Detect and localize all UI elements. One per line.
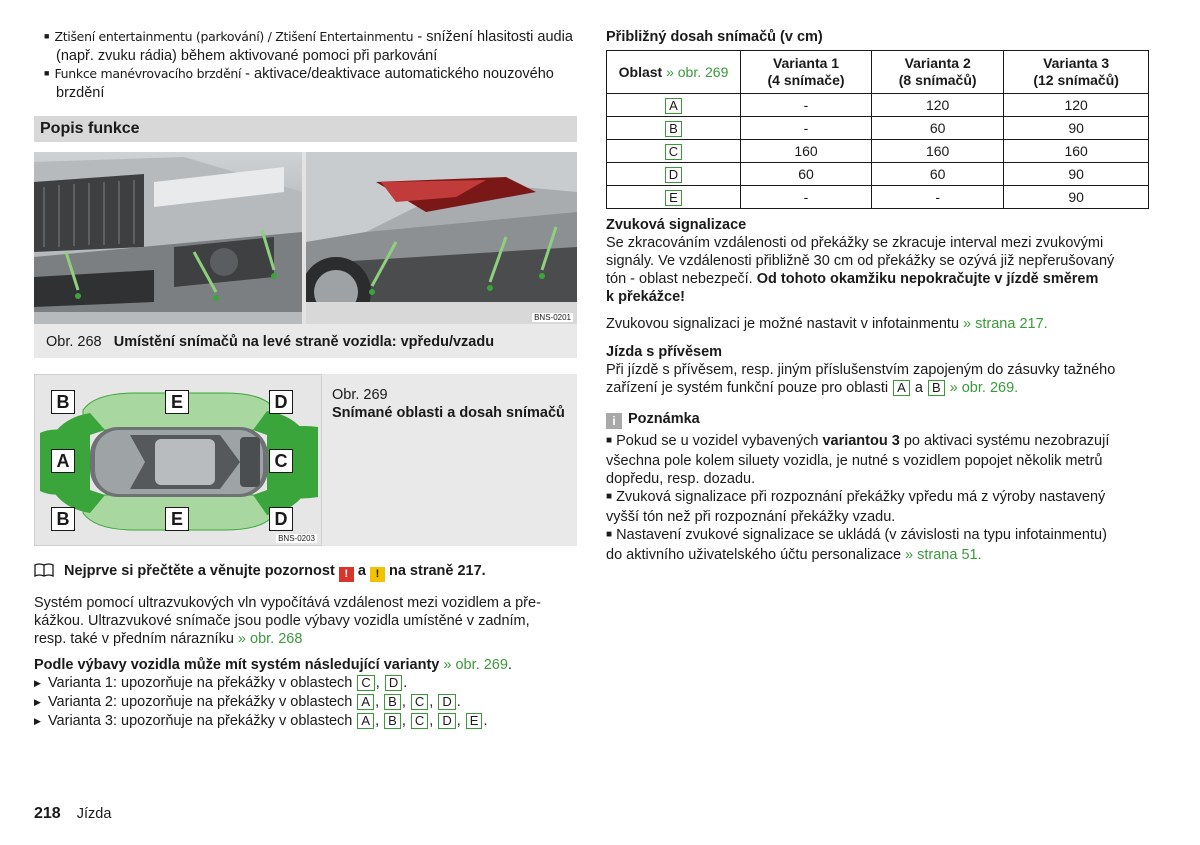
- table-header-zone: Oblast » obr. 269: [607, 51, 741, 94]
- zone-label-E-bottom: E: [165, 507, 189, 531]
- info-icon: i: [606, 413, 622, 429]
- variant-3: ▶ Varianta 3: upozorňuje na překážky v oblastech A , B , C , D , E .: [34, 712, 579, 731]
- table-row: E - - 90: [607, 186, 1149, 209]
- zone-label-C: C: [269, 449, 293, 473]
- table-row: A - 120 120: [607, 94, 1149, 117]
- table-row: D 60 60 90: [607, 163, 1149, 186]
- fig269-caption: [322, 374, 577, 546]
- acoustic-heading: Zvuková signalizace: [606, 217, 747, 233]
- fig268-title: Umístění snímačů na levé straně vozidla: vpředu/vzadu: [113, 334, 495, 350]
- variant-1: ▶ Varianta 1: upozorňuje na překážky v oblastech C , D .: [34, 674, 579, 693]
- intro-bullet-1: ■ Ztišení entertainmentu (parkování) / Ztišení Entertainmentu - snížení hlasitosti audia (např. zvuku rádia) během aktivované pomoci při parkování: [44, 28, 584, 65]
- strana217-link[interactable]: » strana 217.: [963, 316, 1048, 332]
- fig268-number: Obr. 268: [46, 334, 102, 350]
- zone-label-B-bottom: B: [51, 507, 75, 531]
- variants-heading: Podle výbavy vozidla může mít systém následující varianty: [34, 657, 440, 673]
- fig268-code: BNS-0201: [534, 313, 571, 322]
- trailer-obr269-link[interactable]: » obr. 269.: [949, 380, 1019, 396]
- table-obr269-link[interactable]: » obr. 269: [666, 63, 729, 80]
- infotainment-line: Zvukovou signalizaci je možné nastavit v infotainmentu » strana 217.: [606, 316, 1048, 332]
- zone-label-B-top: B: [51, 390, 75, 414]
- read-first-text1: Nejprve si přečtěte a věnujte pozornost: [64, 563, 335, 579]
- note-header: [606, 410, 1166, 429]
- strana51-link[interactable]: » strana 51.: [905, 547, 982, 563]
- note-title: Poznámka: [628, 411, 700, 427]
- fig268-photo-panel: [34, 152, 577, 324]
- read-first-line: [34, 562, 594, 582]
- book-icon: [34, 563, 54, 577]
- warning-red-icon: !: [339, 567, 354, 582]
- zone-label-A: A: [51, 449, 75, 473]
- fig269-diagram: [34, 374, 322, 546]
- variants-block: Podle výbavy vozidla může mít systém následující varianty » obr. 269. ▶ Varianta 1: upozorňuje na překážky v oblastech C , D . ▶ Varianta 2: upozorňuje na překážky v oblastech A , B , C , D . ▶ Varianta 3: upozorňuje na překážky v oblastech A , B , C , D , E .: [34, 656, 579, 731]
- zone-label-E-top: E: [165, 390, 189, 414]
- zone-label-D-bottom: D: [269, 507, 293, 531]
- intro-bullets: [44, 28, 584, 102]
- fig269-number: Obr. 269: [332, 387, 388, 403]
- warning-yellow-icon: !: [370, 567, 385, 582]
- page-number: 218: [34, 805, 61, 822]
- read-first-and: a: [357, 563, 366, 579]
- read-first-text2: na straně 217.: [388, 563, 486, 579]
- note-item-3: ■ Nastavení zvukové signalizace se ukládá (v závislosti na typu infotainmentu) do aktivního uživatelského účtu personalizace » strana 51.: [606, 527, 1107, 563]
- table-header-v2: Varianta 2 (8 snímačů): [872, 51, 1004, 94]
- acoustic-section: Zvuková signalizace Se zkracováním vzdálenosti od překážky se zkracuje interval mezi zvukovými signály. Ve vzdálenosti přibližně 30 cm od překážky se ozývá již nepřerušovaný tón - oblast nebezpečí. Od tohoto okamžiku nepokračujte v jízdě směrem k překážce!: [606, 216, 1166, 306]
- fig269-code: BNS-0203: [278, 534, 315, 543]
- section-title: Popis funkce: [34, 116, 577, 142]
- table-row: C 160 160 160: [607, 140, 1149, 163]
- chapter-name: Jízda: [76, 806, 112, 822]
- trailer-section: Jízda s přívěsem Při jízdě s přívěsem, resp. jiným příslušenstvím zapojeným do zásuvky tažného zařízení je systém funkční pouze pro oblasti A a B » obr. 269.: [606, 343, 1166, 397]
- variant-2: ▶ Varianta 2: upozorňuje na překážky v oblastech A , B , C , D .: [34, 693, 579, 712]
- obr268-link[interactable]: » obr. 268: [237, 631, 303, 647]
- table-row: B - 60 90: [607, 117, 1149, 140]
- note-section: [606, 410, 1166, 564]
- obr269-link[interactable]: » obr. 269: [443, 657, 508, 673]
- table-header-v3: Varianta 3 (12 snímačů): [1004, 51, 1149, 94]
- table-header-v1: Varianta 1 (4 snímače): [741, 51, 872, 94]
- range-table: [606, 50, 1149, 209]
- note-item-1: ■ Pokud se u vozidel vybavených variantou 3 po aktivaci systému nezobrazují všechna pole kolem siluety vozidla, je nutné s vozidlem popojet několik metrů dopředu, resp. dozadu.: [606, 433, 1110, 487]
- zone-label-D-top: D: [269, 390, 293, 414]
- intro-bullet-2: ■ Funkce manévrovacího brzdění - aktivace/deaktivace automatického nouzového brzdění: [44, 65, 584, 102]
- table-title: Přibližný dosah snímačů (v cm): [606, 29, 823, 45]
- body-paragraph: Systém pomocí ultrazvukových vln vypočítává vzdálenost mezi vozidlem a pře- kážkou. Ultrazvukové snímače jsou podle výbavy vozidla umístěné v zadním, resp. také v předním nárazníku » obr. 268: [34, 595, 541, 647]
- fig268-rear-photo: [306, 152, 577, 324]
- note-item-2: ■ Zvuková signalizace při rozpoznání překážky vpředu má z výroby nastavený vyšší tón než při rozpoznání překážky vzadu.: [606, 489, 1106, 525]
- fig268-caption: [34, 324, 577, 358]
- fig268-front-photo: [34, 152, 302, 324]
- page-footer: [34, 805, 111, 823]
- fig269-title: Snímané oblasti a dosah snímačů: [332, 405, 565, 421]
- trailer-heading: Jízda s přívěsem: [606, 344, 723, 360]
- table-header-row: [607, 51, 1149, 94]
